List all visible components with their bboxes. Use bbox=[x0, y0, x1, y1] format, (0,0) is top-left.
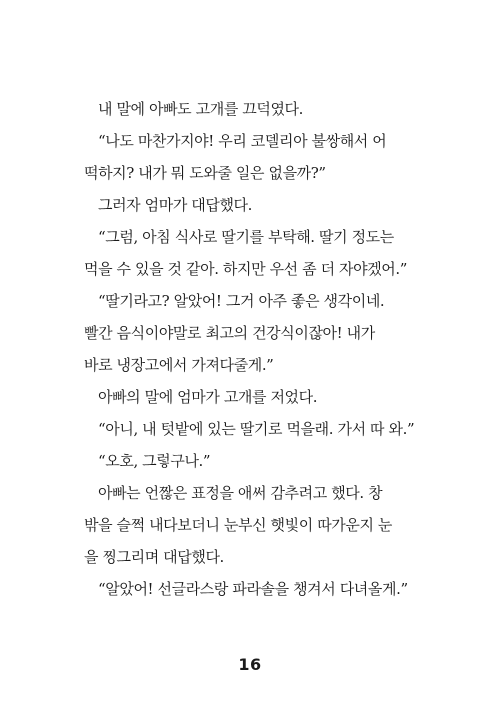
text-line: 밖을 슬쩍 내다보더니 눈부신 햇빛이 따가운지 눈 bbox=[84, 516, 393, 534]
text-line: “나도 마찬가지야! 우리 코델리아 불쌍해서 어 bbox=[98, 132, 387, 150]
text-line: “아니, 내 텃밭에 있는 딸기로 먹을래. 가서 따 와.” bbox=[98, 420, 414, 438]
text-line: 내 말에 아빠도 고개를 끄덕였다. bbox=[98, 100, 304, 118]
text-line: 을 찡그리며 대답했다. bbox=[84, 548, 224, 566]
text-line: “그럼, 아침 식사로 딸기를 부탁해. 딸기 정도는 bbox=[98, 228, 394, 246]
text-line: 먹을 수 있을 것 같아. 하지만 우선 좀 더 자야겠어.” bbox=[84, 260, 408, 278]
text-line: “오호, 그렇구나.” bbox=[98, 452, 211, 470]
text-line: 바로 냉장고에서 가져다줄게.” bbox=[84, 356, 274, 374]
text-line: “딸기라고? 알았어! 그거 아주 좋은 생각이네. bbox=[98, 292, 385, 310]
text-line: 아빠는 언짢은 표정을 애써 감추려고 했다. 창 bbox=[98, 484, 383, 502]
text-line: 그러자 엄마가 대답했다. bbox=[98, 196, 253, 214]
page-number: 16 bbox=[238, 655, 262, 674]
body-text bbox=[84, 99, 414, 599]
text-line: 떡하지? 내가 뭐 도와줄 일은 없을까?” bbox=[84, 164, 326, 182]
text-line: 아빠의 말에 엄마가 고개를 저었다. bbox=[98, 388, 318, 406]
text-line: 빨간 음식이야말로 최고의 건강식이잖아! 내가 bbox=[84, 324, 375, 342]
text-line: “알았어! 선글라스랑 파라솔을 챙겨서 다녀올게.” bbox=[98, 580, 408, 598]
